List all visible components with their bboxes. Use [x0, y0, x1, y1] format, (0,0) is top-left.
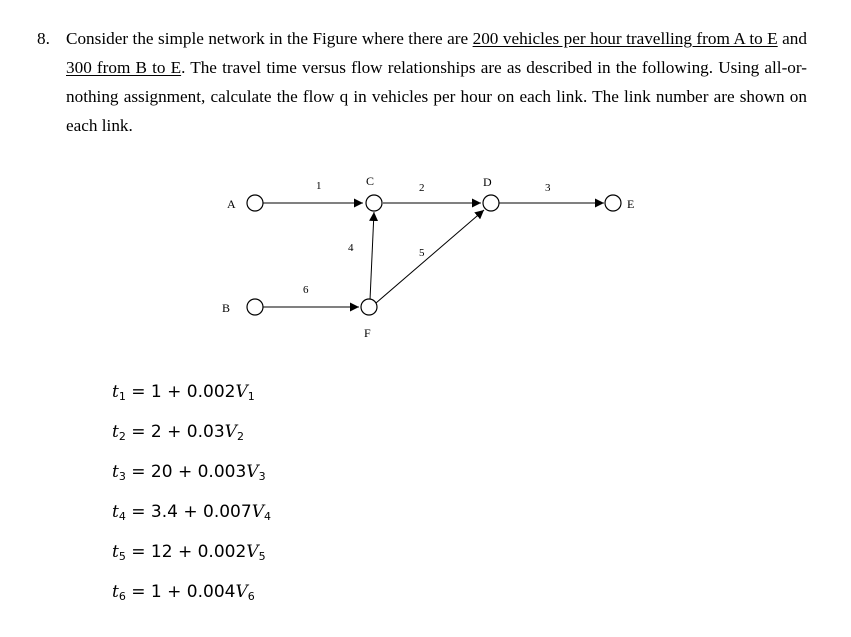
node-label-c: C: [366, 174, 375, 188]
travel-time-equations: [112, 377, 271, 617]
equation-row: $t_5 = 12 + 0.002V_5$: [112, 542, 266, 563]
problem-number: 8.: [37, 29, 50, 48]
link-label-5: 5: [419, 247, 425, 259]
node-label-e: E: [627, 197, 635, 211]
equation-row: $t_3 = 20 + 0.003V_3$: [112, 462, 266, 483]
node-label-a: A: [227, 197, 236, 211]
node-f: [361, 299, 377, 315]
node-c: [366, 195, 382, 211]
problem-underline-1: 200 vehicles per hour travelling from A to E: [472, 29, 778, 48]
problem-text-3: . The travel time versus flow relationships are as described in the following. Using all-or-nothing assignment, calculate the flow q in vehicles per hour on each link. The link number are shown on each link.: [66, 58, 808, 135]
equation-row: $t_4 = 3.4 + 0.007V_4$: [112, 502, 271, 523]
equation-row: $t_6 = 1 + 0.004V_6$: [112, 582, 255, 603]
equation-row: $t_2 = 2 + 0.03V_2$: [112, 422, 244, 443]
problem-text-1: Consider the simple network in the Figure where there are: [66, 29, 473, 48]
node-d: [483, 195, 499, 211]
node-label-d: D: [483, 175, 492, 189]
link-label-3: 3: [545, 182, 551, 194]
node-b: [247, 299, 263, 315]
problem-underline-2: 300 from B to E: [66, 58, 182, 77]
node-label-f: F: [364, 326, 371, 340]
node-a: [247, 195, 263, 211]
link-5: [376, 210, 484, 303]
link-label-4: 4: [348, 242, 354, 254]
equation-row: $t_1 = 1 + 0.002V_1$: [112, 382, 255, 403]
node-e: [605, 195, 621, 211]
link-label-2: 2: [419, 182, 425, 194]
link-label-6: 6: [303, 284, 309, 296]
link-label-1: 1: [316, 180, 322, 192]
problem-text-2: and: [777, 29, 807, 48]
node-label-b: B: [222, 301, 231, 315]
link-4: [370, 212, 374, 300]
